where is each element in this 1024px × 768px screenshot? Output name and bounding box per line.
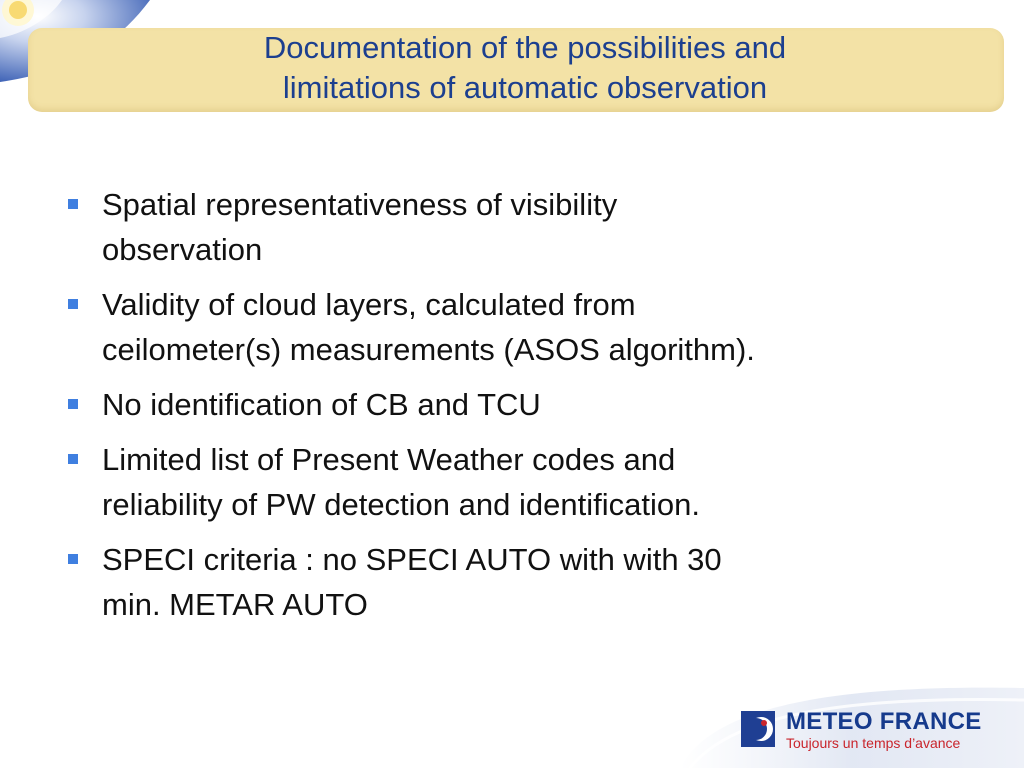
square-bullet-icon: [68, 199, 78, 209]
bullet-item: [62, 282, 962, 372]
bullet-text-line-1: Validity of cloud layers, calculated from: [102, 287, 636, 322]
bullet-item: [62, 382, 962, 427]
slide-title: [100, 28, 950, 108]
square-bullet-icon: [68, 299, 78, 309]
slide-title-line-2: limitations of automatic observation: [282, 70, 768, 105]
meteo-france-emblem-icon: [741, 711, 775, 747]
bullet-text-line-1: Spatial representativeness of visibility: [102, 187, 618, 222]
bullet-text-line-2: observation: [102, 232, 263, 267]
square-bullet-icon: [68, 399, 78, 409]
square-bullet-icon: [68, 554, 78, 564]
bullet-item: [62, 437, 962, 527]
meteo-france-logo: [741, 708, 1001, 751]
bullet-item: [62, 537, 962, 627]
bullet-item: [62, 182, 962, 272]
slide-title-line-1: Documentation of the possibilities and: [263, 30, 787, 65]
bullet-text-line-1: No identification of CB and TCU: [102, 387, 541, 422]
bullet-text-line-2: min. METAR AUTO: [102, 587, 368, 622]
brand-tagline: Toujours un temps d’avance: [786, 735, 961, 751]
brand-name: METEO FRANCE: [786, 708, 982, 735]
bullet-text-line-2: reliability of PW detection and identification.: [102, 487, 700, 522]
bullet-text-line-1: Limited list of Present Weather codes and: [102, 442, 676, 477]
bullet-text-line-1: SPECI criteria : no SPECI AUTO with with 30: [102, 542, 722, 577]
bullet-list: [62, 182, 962, 637]
square-bullet-icon: [68, 454, 78, 464]
bullet-text-line-2: ceilometer(s) measurements (ASOS algorithm).: [102, 332, 755, 367]
